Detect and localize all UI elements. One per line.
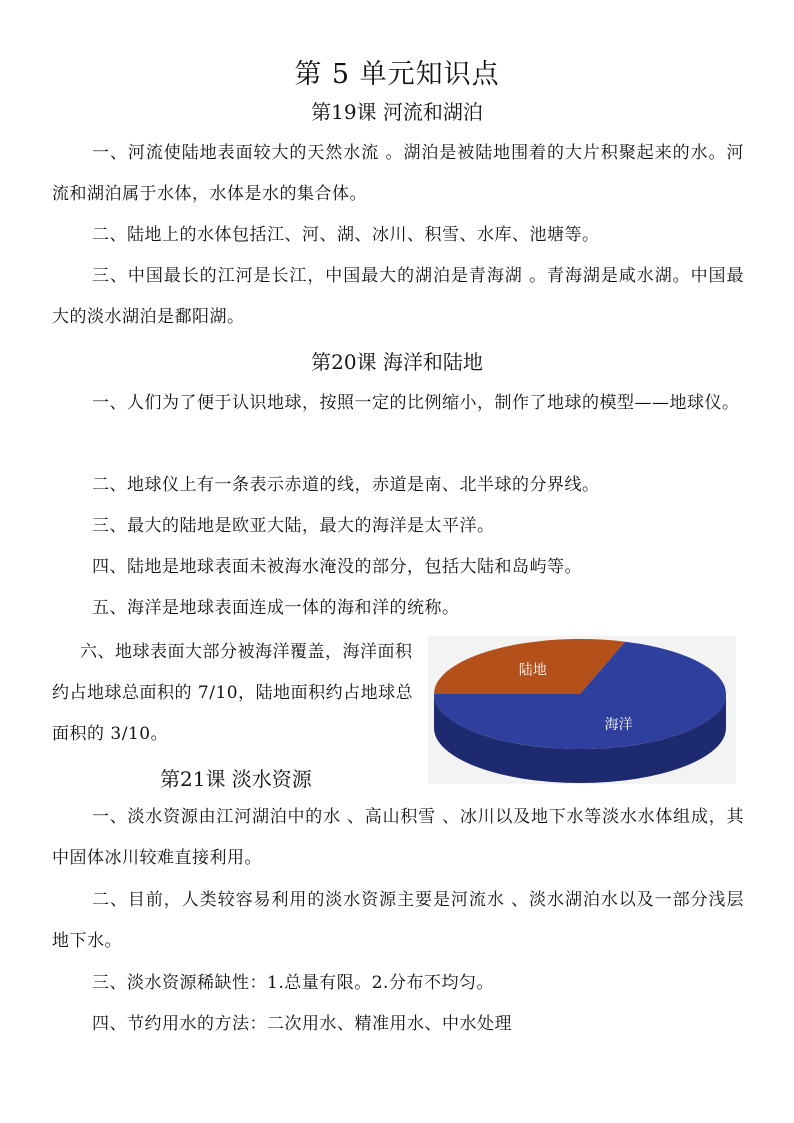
lesson20-point-1: 一、人们为了便于认识地球，按照一定的比例缩小，制作了地球的模型——地球仪。 xyxy=(92,393,740,413)
lesson21-point-3: 三、淡水资源稀缺性：1.总量有限。2.分布不均匀。 xyxy=(92,973,494,993)
lesson19-point-1: 一、河流使陆地表面较大的天然水流 。湖泊是被陆地围着的大片积聚起来的水。河流和湖泊属于水体，水体是水的集合体。 xyxy=(52,143,744,204)
lesson21-point-2: 二、目前，人类较容易利用的淡水资源主要是河流水 、淡水湖泊水以及一部分浅层地下水。 xyxy=(52,890,744,951)
lesson20-point-5: 五、海洋是地球表面连成一体的海和洋的统称。 xyxy=(92,598,460,618)
lesson20-point-3: 三、最大的陆地是欧亚大陆，最大的海洋是太平洋。 xyxy=(92,516,495,536)
lesson20-heading: 第20课 海洋和陆地 xyxy=(311,350,483,374)
lesson21-point-4: 四、节约用水的方法：二次用水、精准用水、中水处理 xyxy=(92,1014,512,1034)
lesson19-point-2: 二、陆地上的水体包括江、河、湖、冰川、积雪、水库、池塘等。 xyxy=(92,225,600,245)
lesson19-heading: 第19课 河流和湖泊 xyxy=(311,100,483,124)
lesson19-point-3: 三、中国最长的江河是长江，中国最大的湖泊是青海湖 。青海湖是咸水湖。中国最大的淡水湖泊是鄱阳湖。 xyxy=(52,266,744,327)
lesson21-point-1: 一、淡水资源由江河湖泊中的水 、高山积雪 、冰川以及地下水等淡水水体组成，其中固体冰川较难直接利用。 xyxy=(52,807,744,868)
lesson20-point-2: 二、地球仪上有一条表示赤道的线，赤道是南、北半球的分界线。 xyxy=(92,475,600,495)
pie-chart-svg xyxy=(428,636,736,784)
lesson20-point-4: 四、陆地是地球表面未被海水淹没的部分，包括大陆和岛屿等。 xyxy=(92,557,582,577)
pie-label-land: 陆地 xyxy=(518,662,547,679)
lesson20-point-6: 六、地球表面大部分被海洋覆盖，海洋面积约占地球总面积的 7/10，陆地面积约占地球总面积的 3/10。 xyxy=(52,642,414,744)
land-ocean-pie-chart xyxy=(428,636,736,784)
lesson21-heading: 第21课 淡水资源 xyxy=(160,767,312,791)
pie-label-ocean: 海洋 xyxy=(604,717,633,734)
page-title: 第 5 单元知识点 xyxy=(294,59,500,90)
